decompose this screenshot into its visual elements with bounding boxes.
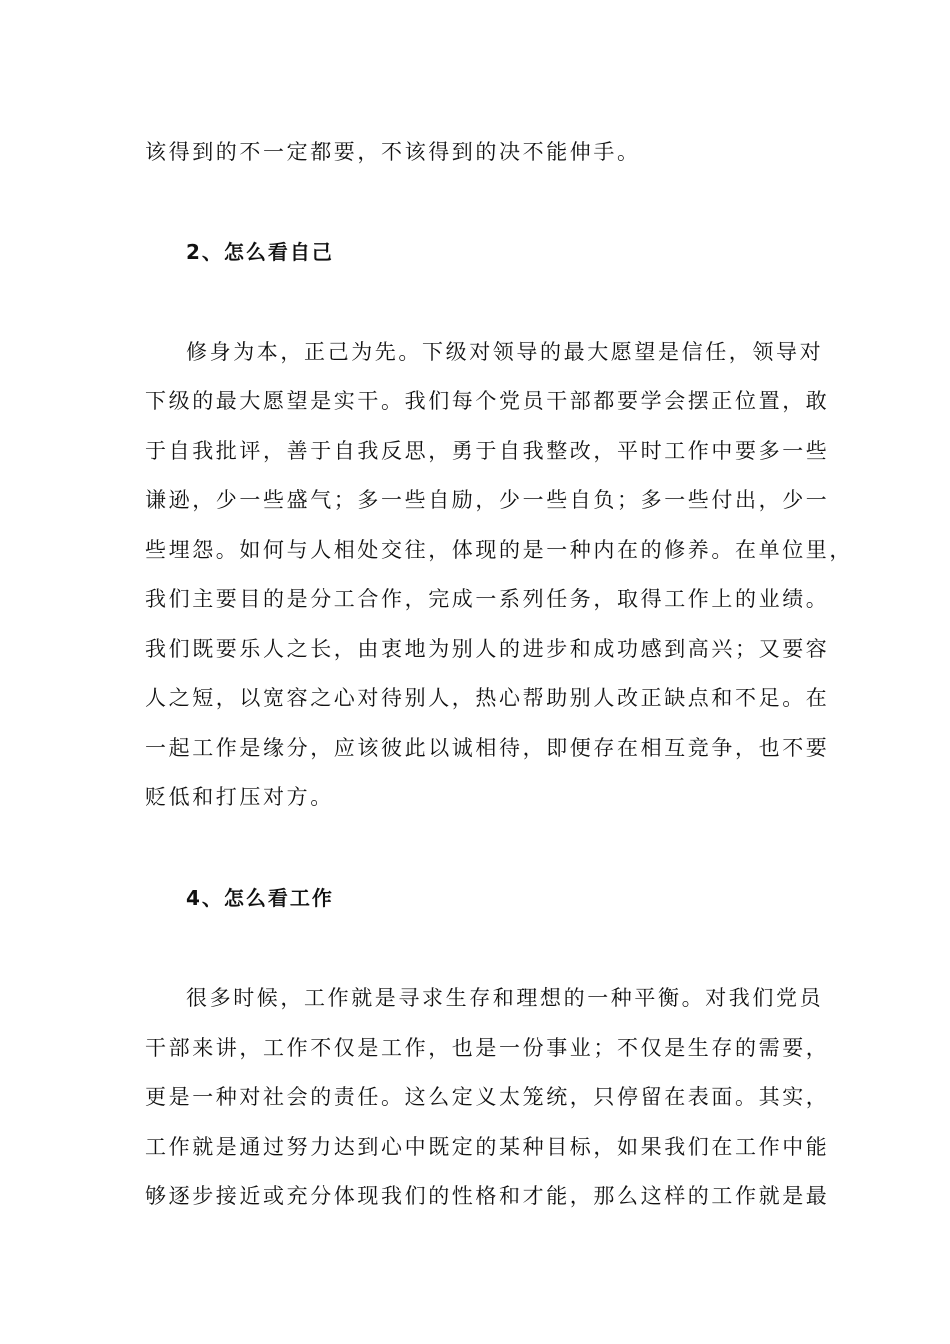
paragraph-line: 人之短，以宽容之心对待别人，热心帮助别人改正缺点和不足。在 [145, 686, 830, 710]
paragraph-line: 干部来讲，工作不仅是工作，也是一份事业；不仅是生存的需要， [145, 1036, 830, 1060]
paragraph-line: 于自我批评，善于自我反思，勇于自我整改，平时工作中要多一些 [145, 439, 830, 463]
paragraph-line: 很多时候，工作就是寻求生存和理想的一种平衡。对我们党员 [186, 986, 824, 1010]
continuation-line: 该得到的不一定都要，不该得到的决不能伸手。 [145, 140, 641, 164]
paragraph-line: 下级的最大愿望是实干。我们每个党员干部都要学会摆正位置，敢 [145, 389, 830, 413]
paragraph-line: 些埋怨。如何与人相处交往，体现的是一种内在的修养。在单位里， [145, 538, 853, 562]
paragraph-line: 工作就是通过努力达到心中既定的某种目标，如果我们在工作中能 [145, 1135, 830, 1159]
section-heading-4: 4、怎么看工作 [186, 886, 334, 910]
paragraph-line: 贬低和打压对方。 [145, 785, 334, 809]
paragraph-line: 更是一种对社会的责任。这么定义太笼统，只停留在表面。其实， [145, 1085, 830, 1109]
section-heading-2: 2、怎么看自己 [186, 240, 334, 264]
paragraph-line: 我们主要目的是分工合作，完成一系列任务，取得工作上的业绩。 [145, 587, 830, 611]
paragraph-line: 谦逊，少一些盛气；多一些自励，少一些自负；多一些付出，少一 [145, 488, 830, 512]
paragraph-line: 修身为本，正己为先。下级对领导的最大愿望是信任，领导对 [186, 340, 824, 364]
paragraph-line: 我们既要乐人之长，由衷地为别人的进步和成功感到高兴；又要容 [145, 637, 830, 661]
paragraph-line: 一起工作是缘分，应该彼此以诚相待，即便存在相互竞争，也不要 [145, 736, 830, 760]
paragraph-line: 够逐步接近或充分体现我们的性格和才能，那么这样的工作就是最 [145, 1184, 830, 1208]
